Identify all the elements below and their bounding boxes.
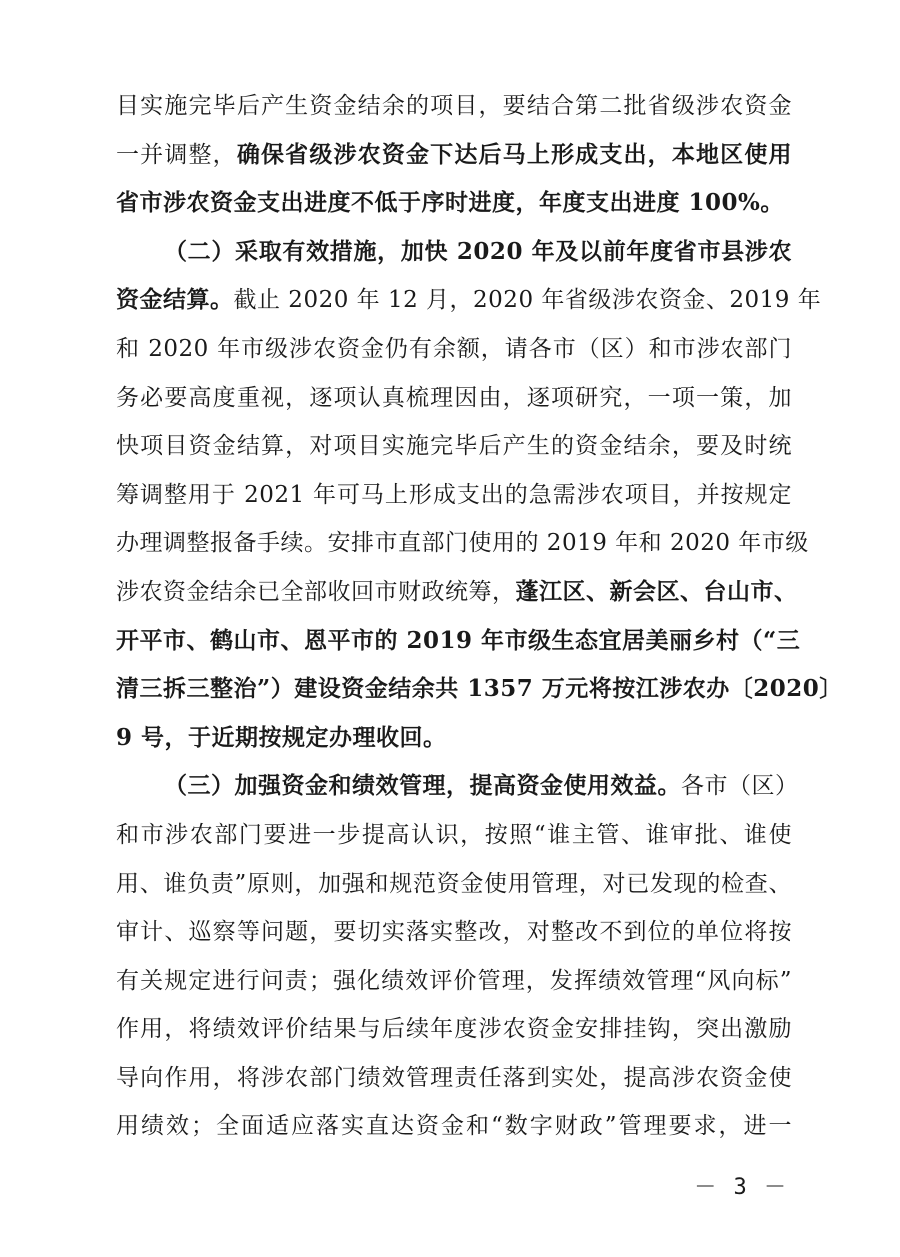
text-line	[116, 1005, 792, 1054]
text-line	[116, 325, 792, 374]
bold-text-segment: 清三拆三整治”）建设资金结余共 1357 万元将按江涉农办〔2020〕	[116, 675, 843, 703]
page-number: － 3 －	[694, 1175, 788, 1200]
bold-text-segment: 开平市、鹤山市、恩平市的 2019 年市级生态宜居美丽乡村（“三	[116, 626, 801, 654]
text-line	[116, 228, 792, 277]
text-segment: 有关规定进行问责；强化绩效评价管理，发挥绩效管理“风向标”	[116, 967, 792, 994]
text-line	[116, 908, 792, 957]
text-line	[116, 179, 792, 228]
bold-text-segment: （二）采取有效措施，加快 2020 年及以前年度省市县涉农	[164, 237, 792, 265]
text-segment: 务必要高度重视，逐项认真梳理因由，逐项研究，一项一策，加	[116, 384, 792, 411]
body-text	[116, 82, 843, 1151]
text-line	[116, 471, 792, 520]
bold-text-segment: （三）加强资金和绩效管理，提高资金使用效益。	[164, 772, 681, 800]
text-segment: 和 2020 年市级涉农资金仍有余额，请各市（区）和市涉农部门	[116, 335, 792, 362]
text-line	[116, 82, 792, 131]
text-line	[116, 568, 798, 617]
text-line	[116, 1054, 792, 1103]
text-line	[116, 374, 792, 423]
text-line	[116, 1102, 792, 1151]
text-segment: 截止 2020 年 12 月，2020 年省级涉农资金、2019 年	[233, 287, 822, 314]
text-line	[116, 957, 792, 1006]
text-line	[116, 131, 792, 180]
text-line	[116, 762, 799, 811]
text-segment: 审计、巡察等问题，要切实落实整改，对整改不到位的单位将按	[116, 919, 792, 946]
text-segment: 作用，将绩效评价结果与后续年度涉农资金安排挂钩，突出激励	[116, 1016, 792, 1043]
text-line	[116, 276, 822, 325]
bold-text-segment: 蓬江区、新会区、台山市、	[515, 577, 798, 605]
text-line	[116, 665, 843, 714]
text-line	[116, 422, 792, 471]
text-line	[116, 519, 809, 568]
text-segment: 和市涉农部门要进一步提高认识，按照“谁主管、谁审批、谁使	[116, 821, 792, 848]
text-segment: 目实施完毕后产生资金结余的项目，要结合第二批省级涉农资金	[116, 93, 792, 119]
text-segment: 涉农资金结余已全部收回市财政统筹，	[116, 578, 516, 605]
text-segment: 一并调整，	[116, 141, 237, 168]
text-line	[116, 714, 792, 763]
text-line	[116, 617, 801, 666]
text-segment: 办理调整报备手续。安排市直部门使用的 2019 年和 2020 年市级	[116, 530, 809, 557]
text-segment: 用、谁负责”原则，加强和规范资金使用管理，对已发现的检查、	[116, 870, 792, 897]
text-segment: 筹调整用于 2021 年可马上形成支出的急需涉农项目，并按规定	[116, 481, 792, 508]
bold-text-segment: 资金结算。	[116, 286, 234, 314]
text-line	[116, 860, 792, 909]
text-line	[116, 811, 792, 860]
text-segment: 用绩效；全面适应落实直达资金和“数字财政”管理要求，进一	[116, 1113, 792, 1140]
bold-text-segment: 9 号，于近期按规定办理收回。	[116, 723, 447, 751]
text-segment: 各市（区）	[681, 773, 799, 800]
bold-text-segment: 省市涉农资金支出进度不低于序时进度，年度支出进度 100%。	[116, 189, 784, 217]
text-segment: 快项目资金结算，对项目实施完毕后产生的资金结余，要及时统	[116, 433, 792, 460]
bold-text-segment: 确保省级涉农资金下达后马上形成支出，本地区使用	[236, 140, 793, 168]
text-segment: 导向作用，将涉农部门绩效管理责任落到实处，提高涉农资金使	[116, 1064, 792, 1091]
